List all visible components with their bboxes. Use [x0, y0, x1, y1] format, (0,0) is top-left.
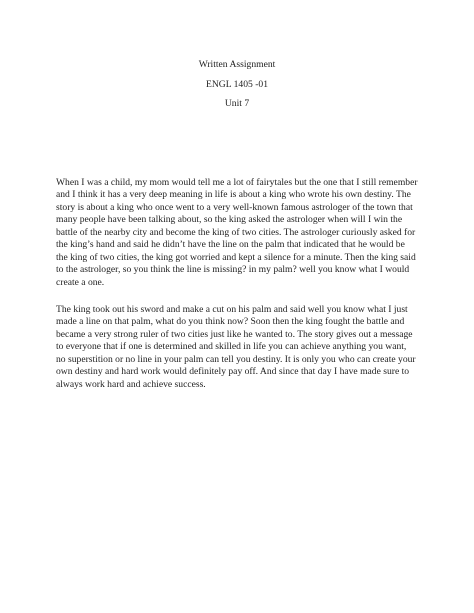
document-header: [0, 55, 474, 114]
paragraph: The king took out his sword and make a cut on his palm and said well you know what I just made a line on that palm, what do you think now? Soon then the king fought the battle and became a very strong ruler of two cities just like he wanted to. The story gives out a message to everyone that if one is determined and skilled in life you can achieve anything you want, no superstition or no line in your palm can tell you destiny. It is only you who can create your own destiny and hard work would definitely pay off. And since that day I have made sure to always work hard and achieve success.: [56, 304, 416, 390]
assignment-title: Written Assignment: [198, 59, 276, 70]
paragraph: When I was a child, my mom would tell me a lot of fairytales but the one that I still remember and I think it has a very deep meaning in life is about a king who wrote his own destiny. The story is about a king who once went to a very well-known famous astrologer of the town that many people have been talking about, so the king asked the astrologer when will I win the battle of the nearby city and become the king of two cities. The astrologer curiously asked for the king’s hand and said he didn’t have the line on the palm that indicated that he would be the king of two cities, the king got worried and kept a silence for a minute. Then the king said to the astrologer, so you think the line is missing? in my palm? well you know what I would create a one.: [56, 177, 418, 288]
course-code: ENGL 1405 -01: [206, 78, 268, 90]
unit-label: Unit 7: [224, 98, 250, 109]
